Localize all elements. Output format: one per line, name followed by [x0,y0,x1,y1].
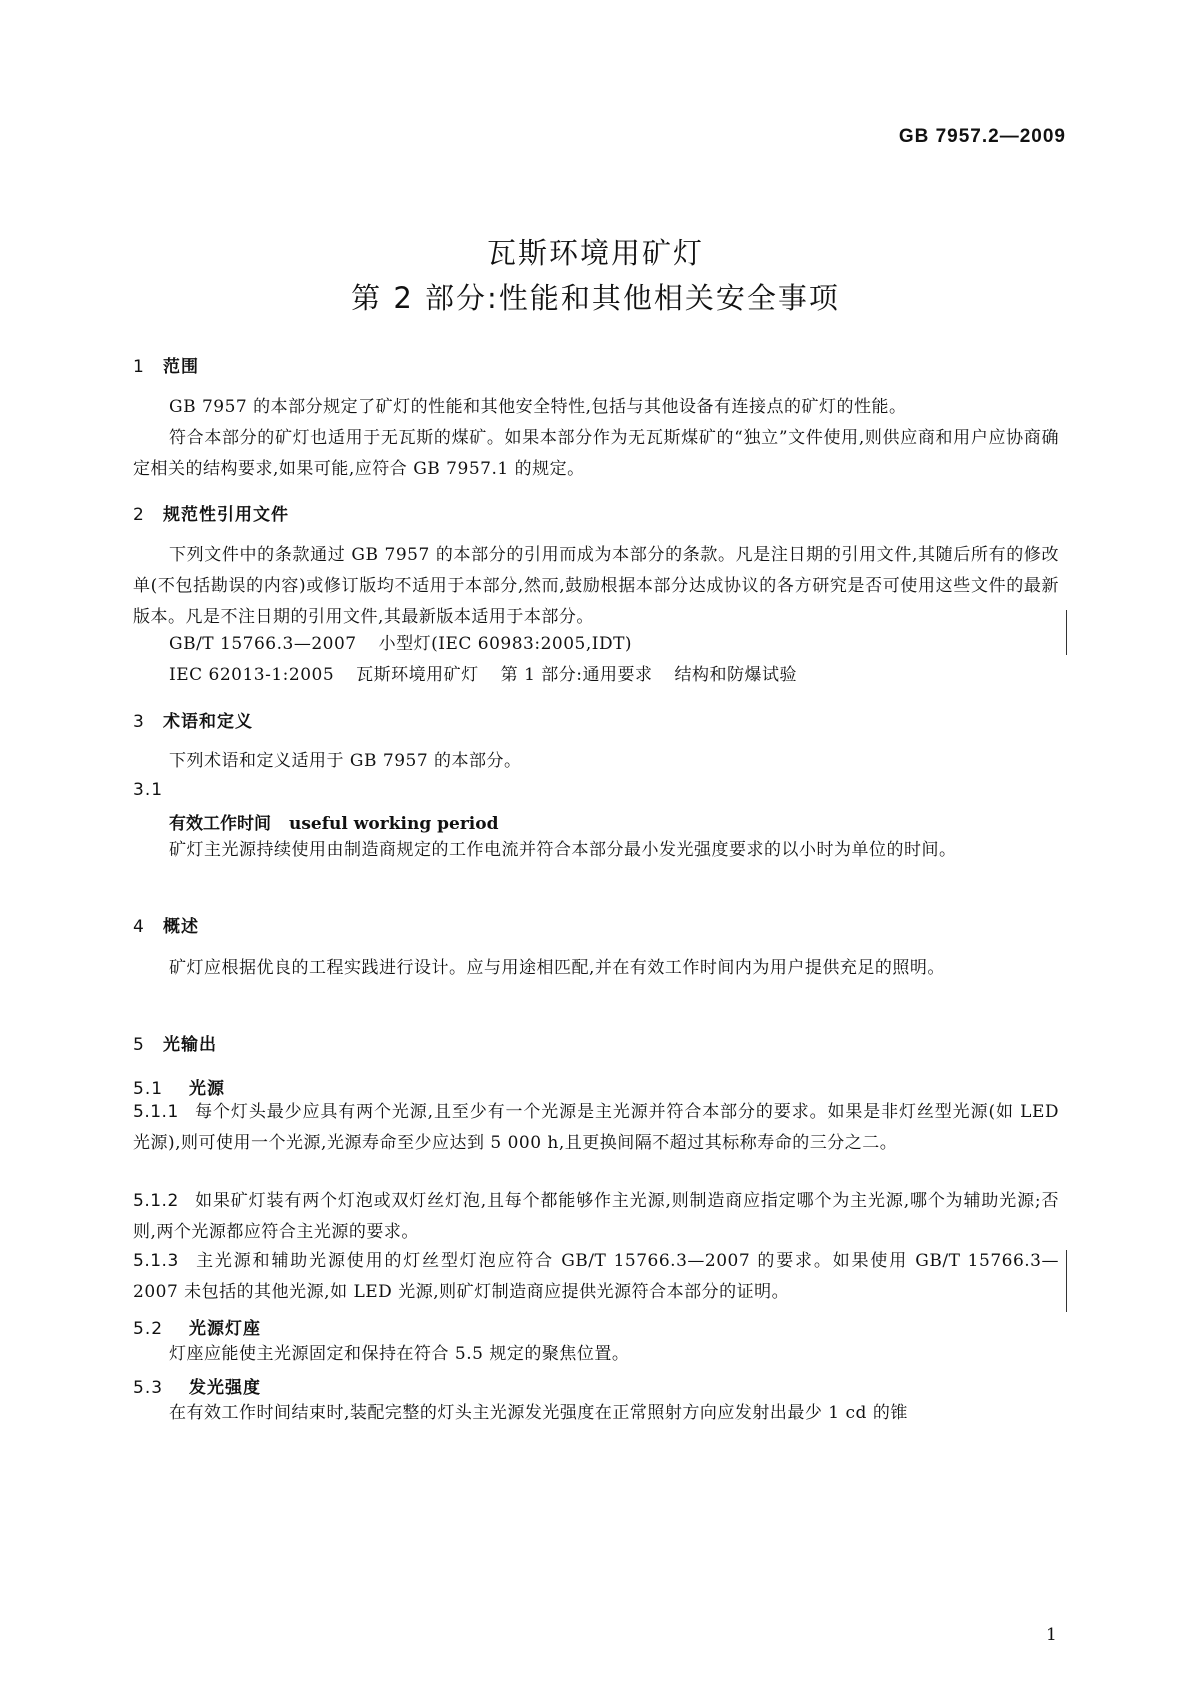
clause-5-1-1: 5.1.1 每个灯头最少应具有两个光源,且至少有一个光源是主光源并符合本部分的要求。如果是非灯丝型光源(如 LED 光源),则可使用一个光源,光源寿命至少应达到 5 000 h,且更换间隔不超过其标称寿命的三分之二。 [133,1102,1059,1153]
normative-reference-2: IEC 62013-1:2005 瓦斯环境用矿灯 第 1 部分:通用要求 结构和防爆试验 [169,665,798,685]
subsection-5-2-paragraph: 灯座应能使主光源固定和保持在符合 5.5 规定的聚焦位置。 [169,1344,630,1364]
term-definition: 矿灯主光源持续使用由制造商规定的工作电流并符合本部分最小发光强度要求的以小时为单位的时间。 [169,840,957,860]
section-1-heading: 1 范围 [133,357,199,377]
subsection-5-1-heading: 5.1 光源 [133,1079,225,1099]
title-line-1: 瓦斯环境用矿灯 [486,236,704,270]
normative-reference-1: GB/T 15766.3—2007 小型灯(IEC 60983:2005,IDT) [169,634,633,654]
section-1-paragraph-2: 符合本部分的矿灯也适用于无瓦斯的煤矿。如果本部分作为无瓦斯煤矿的“独立”文件使用,则供应商和用户应协商确定相关的结构要求,如果可能,应符合 GB 7957.1 的规定。 [133,428,1059,479]
section-4-heading: 4 概述 [133,917,199,937]
change-bar [1066,610,1067,655]
subsection-5-2-heading: 5.2 光源灯座 [133,1319,261,1339]
section-4-paragraph-1: 矿灯应根据优良的工程实践进行设计。应与用途相匹配,并在有效工作时间内为用户提供充足的照明。 [169,958,945,978]
section-3-paragraph-1: 下列术语和定义适用于 GB 7957 的本部分。 [169,751,522,771]
clause-5-1-3: 5.1.3 主光源和辅助光源使用的灯丝型灯泡应符合 GB/T 15766.3—2007 的要求。如果使用 GB/T 15766.3—2007 未包括的其他光源,如 LED 光源,则矿灯制造商应提供光源符合本部分的证明。 [133,1251,1059,1302]
change-bar [1066,1250,1067,1312]
page-number: 1 [1046,1625,1057,1645]
section-3-heading: 3 术语和定义 [133,712,253,732]
section-2-paragraph-1: 下列文件中的条款通过 GB 7957 的本部分的引用而成为本部分的条款。凡是注日期的引用文件,其随后所有的修改单(不包括勘误的内容)或修订版均不适用于本部分,然而,鼓励根据本部分达成协议的各方研究是否可使用这些文件的最新版本。凡是不注日期的引用文件,其最新版本适用于本部分。 [133,545,1059,627]
subsection-5-3-heading: 5.3 发光强度 [133,1378,261,1398]
section-2-heading: 2 规范性引用文件 [133,505,289,525]
clause-5-1-2: 5.1.2 如果矿灯装有两个灯泡或双灯丝灯泡,且每个都能够作主光源,则制造商应指定哪个为主光源,哪个为辅助光源;否则,两个光源都应符合主光源的要求。 [133,1191,1059,1242]
subsection-5-3-paragraph: 在有效工作时间结束时,装配完整的灯头主光源发光强度在正常照射方向应发射出最少 1 cd 的锥 [169,1403,908,1423]
term-number: 3.1 [133,780,164,800]
title-line-2: 第 2 部分:性能和其他相关安全事项 [351,281,840,315]
section-1-paragraph-1: GB 7957 的本部分规定了矿灯的性能和其他安全特性,包括与其他设备有连接点的矿灯的性能。 [169,397,907,417]
standard-code: GB 7957.2—2009 [898,126,1066,147]
section-5-heading: 5 光输出 [133,1035,217,1055]
term-entry: 有效工作时间 useful working period [169,814,499,834]
